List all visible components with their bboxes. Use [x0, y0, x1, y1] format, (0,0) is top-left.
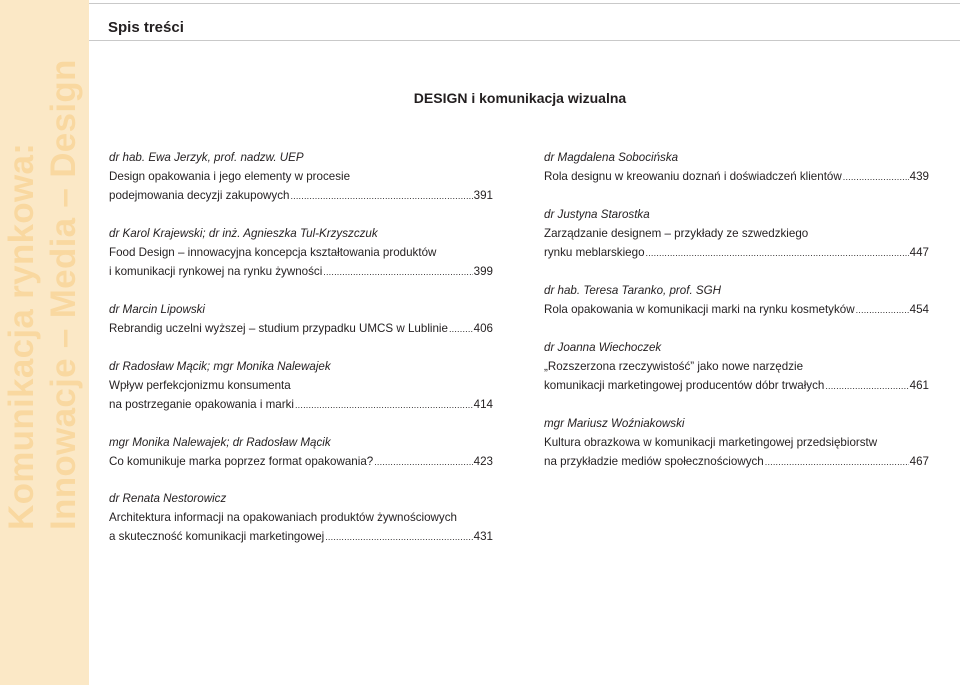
dot-leader [843, 168, 909, 187]
toc-entry[interactable] [544, 414, 929, 471]
entry-author: dr Justyna Starostka [544, 208, 650, 221]
sidebar-title-line-2: Innowacje – Media – Design [44, 59, 83, 530]
page-number: 439 [909, 170, 929, 183]
page-number: 406 [473, 322, 493, 335]
entry-title-last-line [544, 300, 929, 319]
entry-author: dr Marcin Lipowski [109, 303, 205, 316]
entry-title-last-line [109, 452, 493, 471]
toc-entry[interactable] [109, 433, 493, 471]
dot-leader [449, 320, 473, 339]
page-number: 461 [909, 379, 929, 392]
toc-heading: Spis treści [108, 19, 184, 36]
dot-leader [323, 263, 472, 282]
entry-title-text: i komunikacji rynkowej na rynku żywności [109, 265, 323, 278]
section-title: DESIGN i komunikacja wizualna [413, 90, 627, 106]
dot-leader [374, 453, 472, 472]
toc-entry[interactable] [544, 338, 929, 395]
entry-title-last-line [544, 243, 929, 262]
entry-title-line: Kultura obrazkowa w komunikacji marketingowej przedsiębiorstw [544, 436, 878, 449]
page-number: 414 [473, 398, 493, 411]
dot-leader [325, 528, 472, 547]
toc-entry[interactable] [109, 148, 493, 205]
entry-title-last-line [544, 376, 929, 395]
entry-title-text: Rola opakowania w komunikacji marki na rynku kosmetyków [544, 303, 855, 316]
toc-entry[interactable] [109, 357, 493, 414]
page-number: 447 [909, 246, 929, 259]
entry-title-last-line [109, 186, 493, 205]
entry-title-text: na przykładzie mediów społecznościowych [544, 455, 764, 468]
entry-author: mgr Mariusz Woźniakowski [544, 417, 685, 430]
dot-leader [295, 396, 473, 415]
entry-title-line: „Rozszerzona rzeczywistość” jako nowe narzędzie [544, 360, 804, 373]
entry-author: dr Joanna Wiechoczek [544, 341, 662, 354]
page-number: 391 [473, 189, 493, 202]
entry-author: dr Magdalena Sobocińska [544, 151, 679, 164]
top-rule [89, 3, 960, 4]
entry-title-text: podejmowania decyzji zakupowych [109, 189, 290, 202]
entry-author: dr hab. Ewa Jerzyk, prof. nadzw. UEP [109, 151, 304, 164]
entry-author: dr Karol Krajewski; dr inż. Agnieszka Tul-Krzyszczuk [109, 227, 378, 240]
sidebar-title-line-1: Komunikacja rynkowa: [2, 142, 41, 530]
toc-entry[interactable] [109, 300, 493, 338]
toc-entry[interactable] [109, 224, 493, 281]
entry-title-last-line [109, 527, 493, 546]
toc-entry[interactable] [109, 489, 493, 546]
entry-title-text: a skuteczność komunikacji marketingowej [109, 530, 325, 543]
entry-title-text: na postrzeganie opakowania i marki [109, 398, 294, 411]
page-number: 423 [473, 455, 493, 468]
entry-title-line: Wpływ perfekcjonizmu konsumenta [109, 379, 291, 392]
entry-title-text: Rola designu w kreowaniu doznań i doświadczeń klientów [544, 170, 842, 183]
toc-entry[interactable] [544, 205, 929, 262]
page-number: 399 [473, 265, 493, 278]
dot-leader [856, 301, 909, 320]
entry-title-text: rynku meblarskiego [544, 246, 645, 259]
entry-title-text: komunikacji marketingowej producentów dóbr trwałych [544, 379, 825, 392]
entry-title-last-line [109, 319, 493, 338]
sidebar-band [0, 0, 89, 685]
dot-leader [765, 453, 909, 472]
toc-entry[interactable] [544, 281, 929, 319]
page-number: 431 [473, 530, 493, 543]
entry-author: dr hab. Teresa Taranko, prof. SGH [544, 284, 722, 297]
entry-title-last-line [109, 395, 493, 414]
entry-title-last-line [544, 452, 929, 471]
entry-title-line: Zarządzanie designem – przykłady ze szwedzkiego [544, 227, 809, 240]
dot-leader [646, 244, 909, 263]
entry-author: dr Renata Nestorowicz [109, 492, 227, 505]
toc-entry[interactable] [544, 148, 929, 186]
entry-title-line: Architektura informacji na opakowaniach produktów żywnościowych [109, 511, 457, 524]
dot-leader [290, 187, 472, 206]
entry-title-last-line [109, 262, 493, 281]
entry-title-text: Co komunikuje marka poprzez format opakowania? [109, 455, 374, 468]
entry-title-last-line [544, 167, 929, 186]
heading-rule [89, 40, 960, 41]
entry-title-line: Food Design – innowacyjna koncepcja kształtowania produktów [109, 246, 437, 259]
entry-title-line: Design opakowania i jego elementy w procesie [109, 170, 351, 183]
entry-title-text: Rebrandig uczelni wyższej – studium przypadku UMCS w Lublinie [109, 322, 448, 335]
entry-author: dr Radosław Mącik; mgr Monika Nalewajek [109, 360, 331, 373]
page-number: 467 [909, 455, 929, 468]
entry-author: mgr Monika Nalewajek; dr Radosław Mącik [109, 436, 331, 449]
page-number: 454 [909, 303, 929, 316]
dot-leader [825, 377, 908, 396]
